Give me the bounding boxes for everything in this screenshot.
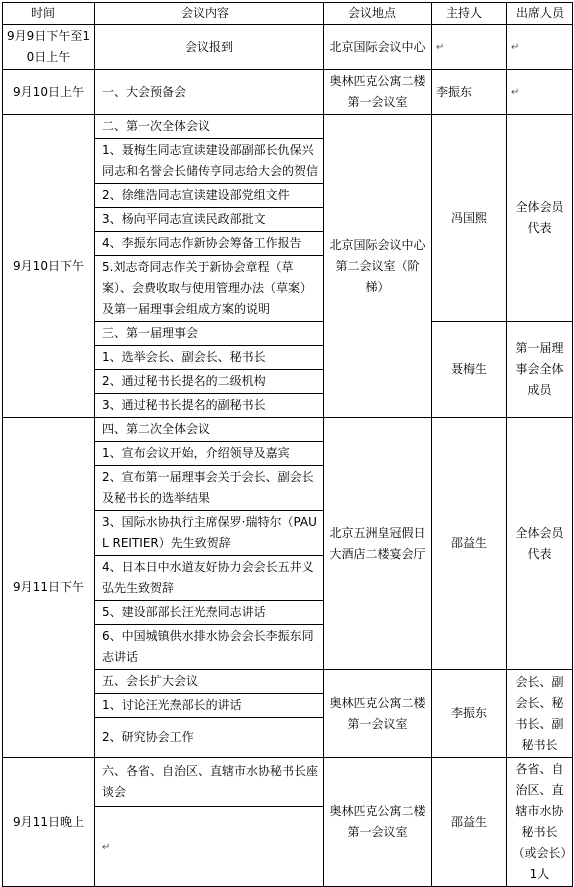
content-cell: 五、会长扩大会议: [95, 670, 324, 694]
content-cell: 二、第一次全体会议: [95, 115, 324, 139]
content-cell: 1、聂梅生同志宣读建设部副部长仇保兴同志和名誉会长储传亨同志给大会的贺信: [95, 139, 324, 184]
header-time: 时间: [3, 3, 95, 25]
table-row: [3, 115, 573, 139]
attendees-cell: 全体会员代表: [507, 418, 573, 670]
venue-cell: 北京国际会议中心: [324, 25, 432, 70]
content-cell: [95, 807, 324, 887]
content-cell: 1、讨论汪光焘部长的讲话: [95, 694, 324, 718]
content-cell: 2、研究协会工作: [95, 718, 324, 758]
paragraph-mark: ↵: [511, 87, 520, 98]
attendees-cell: [507, 70, 573, 115]
host-cell: 邵益生: [432, 758, 507, 887]
time-cell: 9月11日下午: [3, 418, 95, 758]
content-cell: 六、各省、自治区、直辖市水协秘书长座谈会: [95, 758, 324, 807]
time-cell: 9月10日上午: [3, 70, 95, 115]
attendees-cell: [507, 25, 573, 70]
header-attendees: 出席人员: [507, 3, 573, 25]
paragraph-mark: ↵: [511, 42, 520, 53]
time-cell: 9月11日晚上: [3, 758, 95, 887]
meeting-schedule-table: [2, 2, 573, 887]
host-cell: 李振东: [432, 70, 507, 115]
venue-cell: 北京国际会议中心第二会议室（阶梯）: [324, 115, 432, 418]
content-cell: 1、宣布会议开始，介绍领导及嘉宾: [95, 442, 324, 466]
content-cell: 四、第二次全体会议: [95, 418, 324, 442]
venue-cell: 奥林匹克公寓二楼第一会议室: [324, 758, 432, 887]
host-cell: [432, 25, 507, 70]
attendees-cell: 会长、副会长、秘书长、副秘书长: [507, 670, 573, 758]
venue-cell: 奥林匹克公寓二楼第一会议室: [324, 670, 432, 758]
venue-cell: 奥林匹克公寓二楼第一会议室: [324, 70, 432, 115]
content-cell: 3、通过秘书长提名的副秘书长: [95, 394, 324, 418]
content-cell: 4、李振东同志作新协会筹备工作报告: [95, 232, 324, 256]
content-cell: 一、大会预备会: [95, 70, 324, 115]
content-cell: 2、徐维浩同志宣读建设部党组文件: [95, 184, 324, 208]
content-cell: 2、宣布第一届理事会关于会长、副会长及秘书长的选举结果: [95, 466, 324, 511]
attendees-cell: 全体会员代表: [507, 115, 573, 322]
time-cell: 9月9日下午至10日上午: [3, 25, 95, 70]
table-row: [3, 758, 573, 807]
paragraph-mark: ↵: [436, 42, 445, 53]
content-cell: 2、通过秘书长提名的二级机构: [95, 370, 324, 394]
table-row: [3, 418, 573, 442]
venue-cell: 北京五洲皇冠假日大酒店二楼宴会厅: [324, 418, 432, 670]
header-row: [3, 3, 573, 25]
table-row: [3, 70, 573, 115]
content-cell: 会议报到: [95, 25, 324, 70]
time-cell: 9月10日下午: [3, 115, 95, 418]
table-row: [3, 25, 573, 70]
content-cell: 1、选举会长、副会长、秘书长: [95, 346, 324, 370]
header-host: 主持人: [432, 3, 507, 25]
host-cell: 冯国熙: [432, 115, 507, 322]
content-cell: 5、建设部部长汪光焘同志讲话: [95, 601, 324, 625]
header-content: 会议内容: [95, 3, 324, 25]
content-cell: 5.刘志奇同志作关于新协会章程（草案）、会费收取与使用管理办法（草案）及第一届理事会组成方案的说明: [95, 256, 324, 322]
paragraph-mark: ↵: [102, 841, 111, 853]
attendees-cell: 各省、自治区、直辖市水协秘书长（或会长）1人: [507, 758, 573, 887]
content-cell: 4、日本日中水道友好协力会会长五井义弘先生致贺辞: [95, 556, 324, 601]
host-cell: 邵益生: [432, 418, 507, 670]
host-cell: 李振东: [432, 670, 507, 758]
attendees-cell: 第一届理事会全体成员: [507, 322, 573, 418]
content-cell: 6、中国城镇供水排水协会会长李振东同志讲话: [95, 625, 324, 670]
host-cell: 聂梅生: [432, 322, 507, 418]
content-cell: 3、国际水协执行主席保罗·瑞特尔（PAUL REITIER）先生致贺辞: [95, 511, 324, 556]
content-cell: 三、第一届理事会: [95, 322, 324, 346]
header-venue: 会议地点: [324, 3, 432, 25]
content-cell: 3、杨向平同志宣读民政部批文: [95, 208, 324, 232]
